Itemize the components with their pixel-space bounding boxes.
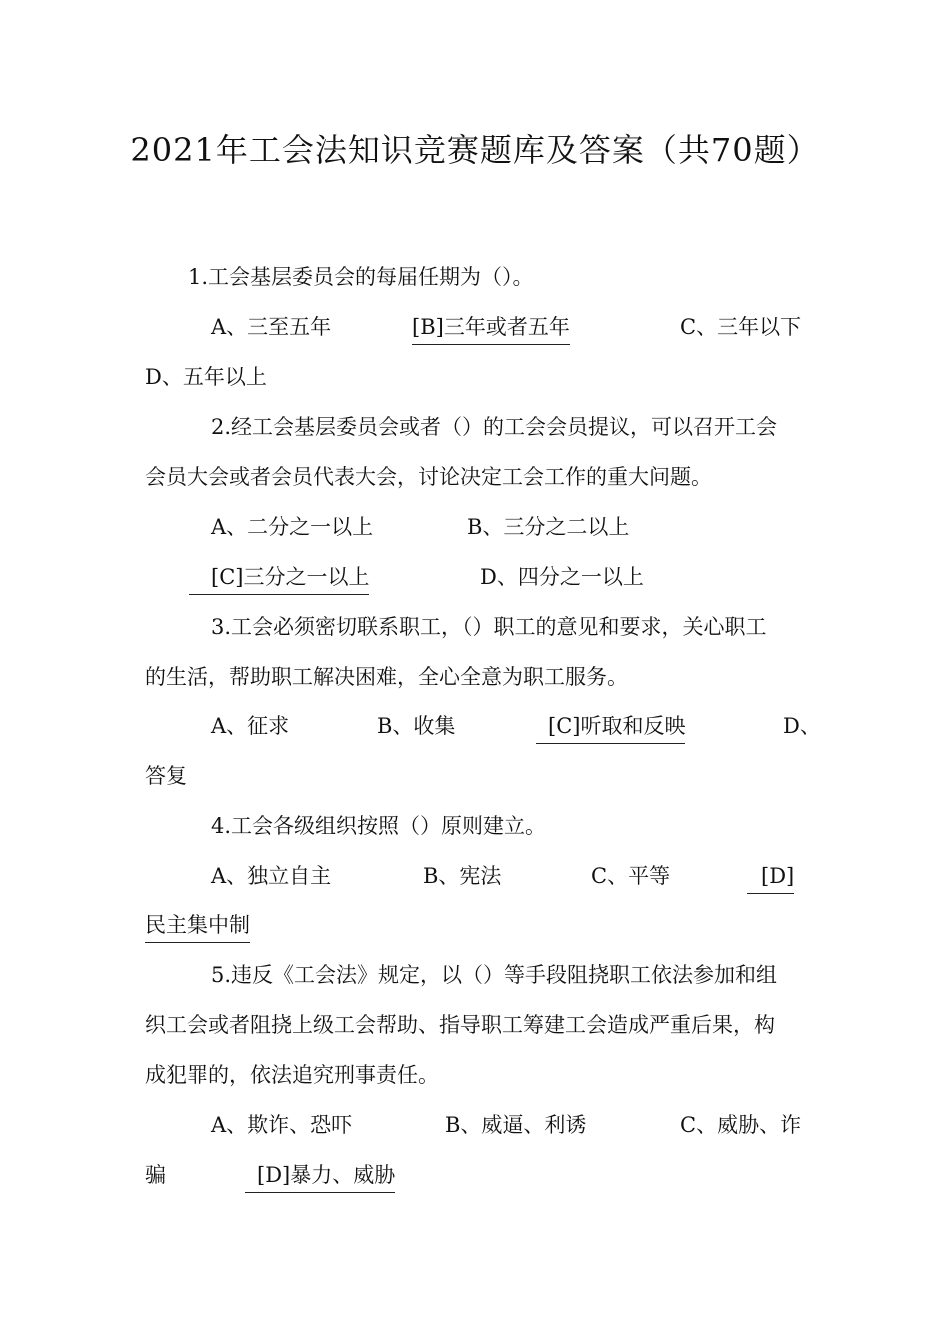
q3-option-d-part2: 答复 xyxy=(145,764,187,788)
q3-stem-line-1: 3.工会必须密切联系职工，（）职工的意见和要求，关心职工 xyxy=(211,615,767,639)
q3-option-d-part1: D、 xyxy=(783,714,821,738)
q5-option-a: A、欺诈、恐吓 xyxy=(211,1113,353,1137)
q1-option-d: D、五年以上 xyxy=(145,365,267,389)
q5-stem-line-2: 织工会或者阻挠上级工会帮助、指导职工筹建工会造成严重后果，构 xyxy=(145,1013,775,1037)
q5-option-c-part2: 骗 xyxy=(145,1163,166,1187)
q4-option-d-answer-part2: 民主集中制 xyxy=(145,910,250,943)
q4-option-b: B、宪法 xyxy=(423,864,502,888)
q1-option-c: C、三年以下 xyxy=(680,315,802,339)
q2-option-c-answer: [C]三分之一以上 xyxy=(189,562,369,595)
q3-option-a: A、征求 xyxy=(211,714,290,738)
q4-option-c: C、平等 xyxy=(591,864,671,888)
q4-option-a: A、独立自主 xyxy=(211,864,332,888)
q4-option-d-answer-part1: [D] xyxy=(747,861,794,894)
q2-option-d: D、四分之一以上 xyxy=(480,565,644,589)
q5-stem-line-1: 5.违反《工会法》规定，以（）等手段阻挠职工依法参加和组 xyxy=(211,963,778,987)
q5-option-c-part1: C、威胁、诈 xyxy=(680,1113,802,1137)
q5-option-d-answer: [D]暴力、威胁 xyxy=(245,1160,395,1193)
q1-stem-line-1: 1.工会基层委员会的每届任期为（）。 xyxy=(188,265,534,289)
q4-stem-line-1: 4.工会各级组织按照（）原则建立。 xyxy=(211,814,547,838)
q1-option-a: A、三至五年 xyxy=(211,315,332,339)
q1-option-b-answer: [B]三年或者五年 xyxy=(412,312,570,345)
q3-option-c-answer: [C]听取和反映 xyxy=(536,711,685,744)
document-title: 2021年工会法知识竞赛题库及答案（共70题） xyxy=(130,131,820,169)
q5-option-b: B、威逼、利诱 xyxy=(445,1113,587,1137)
q2-stem-line-1: 2.经工会基层委员会或者（）的工会会员提议，可以召开工会 xyxy=(211,415,778,439)
q2-option-b: B、三分之二以上 xyxy=(467,515,630,539)
q2-option-a: A、二分之一以上 xyxy=(211,515,374,539)
q5-stem-line-3: 成犯罪的，依法追究刑事责任。 xyxy=(145,1063,439,1087)
q2-stem-line-2: 会员大会或者会员代表大会，讨论决定工会工作的重大问题。 xyxy=(145,465,712,489)
q3-stem-line-2: 的生活，帮助职工解决困难，全心全意为职工服务。 xyxy=(145,665,628,689)
q3-option-b: B、收集 xyxy=(377,714,456,738)
